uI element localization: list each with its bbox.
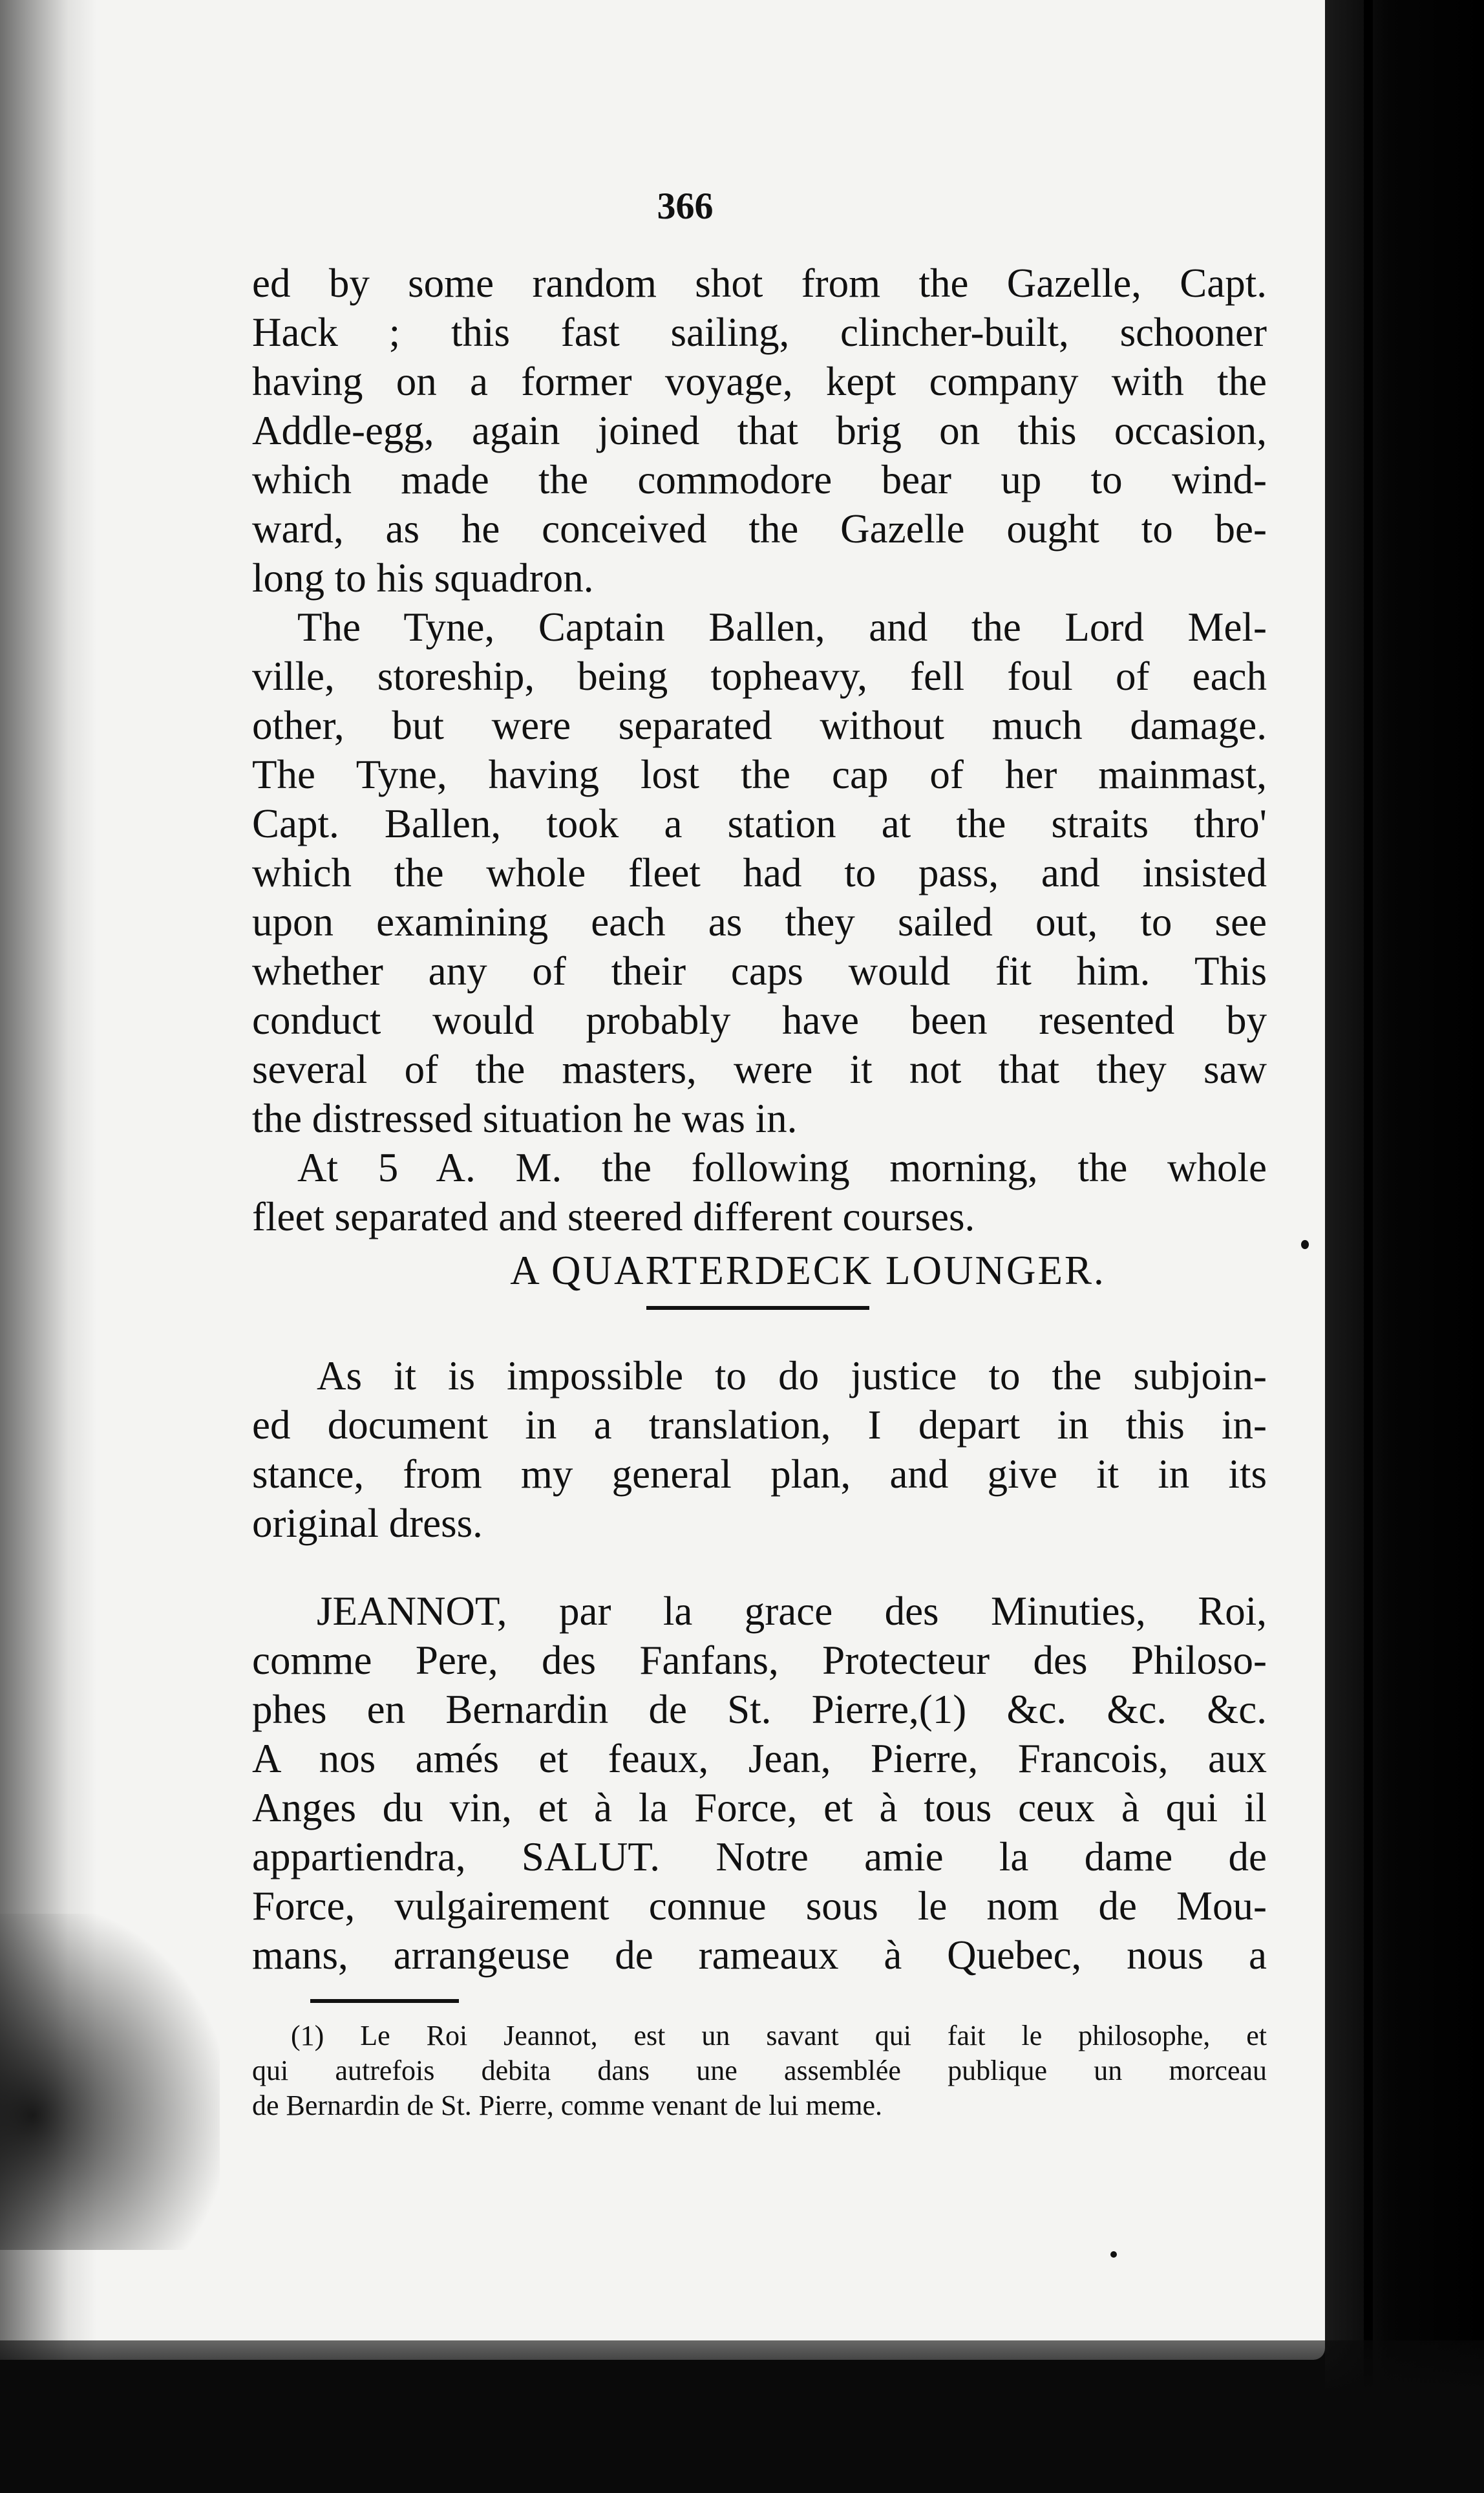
spacer — [252, 1548, 1267, 1587]
text-line: the distressed situation he was in. — [252, 1096, 798, 1141]
text-line: Capt. Ballen, took a station at the straits thro' — [252, 801, 1267, 846]
text-line: conduct would probably have been resented by — [252, 998, 1267, 1043]
footnote-separator — [252, 1980, 1267, 2018]
text-line: long to his squadron. — [252, 555, 594, 601]
text-line: several of the masters, were it not that they saw — [252, 1047, 1267, 1092]
ink-speck — [1110, 2251, 1117, 2258]
page-body — [252, 259, 1267, 2123]
paragraph-3 — [252, 1143, 1267, 1241]
text-line: upon examining each as they sailed out, to see — [252, 899, 1267, 945]
paragraph-5 — [252, 1587, 1267, 1980]
text-line: As it is impossible to do justice to the subjoin- — [317, 1353, 1267, 1398]
text-line: fleet separated and steered different courses. — [252, 1194, 975, 1239]
text-line: JEANNOT, par la grace des Minuties, Roi, — [317, 1589, 1267, 1634]
footnote — [252, 2018, 1267, 2123]
text-line: having on a former voyage, kept company with the — [252, 359, 1267, 404]
text-line: Force, vulgairement connue sous le nom de Mou- — [252, 1883, 1267, 1929]
scan-blot — [0, 1914, 220, 2250]
spine-edge-line — [1364, 0, 1373, 2493]
text-line: comme Pere, des Fanfans, Protecteur des Philoso- — [252, 1638, 1267, 1683]
text-line: ward, as he conceived the Gazelle ought to be- — [252, 506, 1267, 551]
text-line: mans, arrangeuse de rameaux à Quebec, nous a — [252, 1932, 1267, 1978]
footnote-line: de Bernardin de St. Pierre, comme venant de lui meme. — [252, 2090, 883, 2121]
text-line: appartiendra, SALUT. Notre amie la dame de — [252, 1834, 1267, 1879]
page-number: 366 — [657, 185, 714, 227]
ink-speck — [1301, 1240, 1309, 1249]
separator — [252, 1300, 1267, 1351]
text-line: The Tyne, Captain Ballen, and the Lord Mel- — [297, 605, 1267, 650]
text-line: Anges du vin, et à la Force, et à tous ceux à qui il — [252, 1785, 1267, 1830]
text-line: whether any of their caps would fit him. This — [252, 948, 1267, 994]
text-line: At 5 A. M. the following morning, the whole — [297, 1145, 1267, 1190]
text-line: other, but were separated without much damage. — [252, 703, 1267, 748]
footnote-line: qui autrefois debita dans une assemblée publique un morceau — [252, 2055, 1267, 2086]
book-spine — [1325, 0, 1484, 2493]
text-line: ed document in a translation, I depart in this in- — [252, 1402, 1267, 1448]
text-line: original dress. — [252, 1501, 483, 1546]
text-line: Hack ; this fast sailing, clincher-built, schooner — [252, 310, 1267, 355]
paragraph-2 — [252, 603, 1267, 1143]
text-line: ville, storeship, being topheavy, fell foul of each — [252, 654, 1267, 699]
text-line: A nos amés et feaux, Jean, Pierre, Francois, aux — [252, 1736, 1267, 1781]
text-line: stance, from my general plan, and give it in its — [252, 1451, 1267, 1497]
footnote-rule — [310, 1999, 459, 2003]
text-line: The Tyne, having lost the cap of her mainmast, — [252, 752, 1267, 797]
text-line: ed by some random shot from the Gazelle, Capt. — [252, 261, 1267, 306]
text-line: which the whole fleet had to pass, and insisted — [252, 850, 1267, 895]
footnote-line: (1) Le Roi Jeannot, est un savant qui fait le philosophe, et — [291, 2020, 1267, 2051]
bottom-dark-edge — [0, 2340, 1484, 2493]
text-line: phes en Bernardin de St. Pierre,(1) &c. &c. &c. — [252, 1687, 1267, 1732]
paragraph-1 — [252, 259, 1267, 603]
signature: A QUARTERDECK LOUNGER. — [510, 1248, 1106, 1293]
separator-rule — [646, 1306, 869, 1310]
text-line: which made the commodore bear up to wind- — [252, 457, 1267, 502]
text-line: Addle-egg, again joined that brig on this occasion, — [252, 408, 1267, 453]
paragraph-4 — [252, 1351, 1267, 1548]
